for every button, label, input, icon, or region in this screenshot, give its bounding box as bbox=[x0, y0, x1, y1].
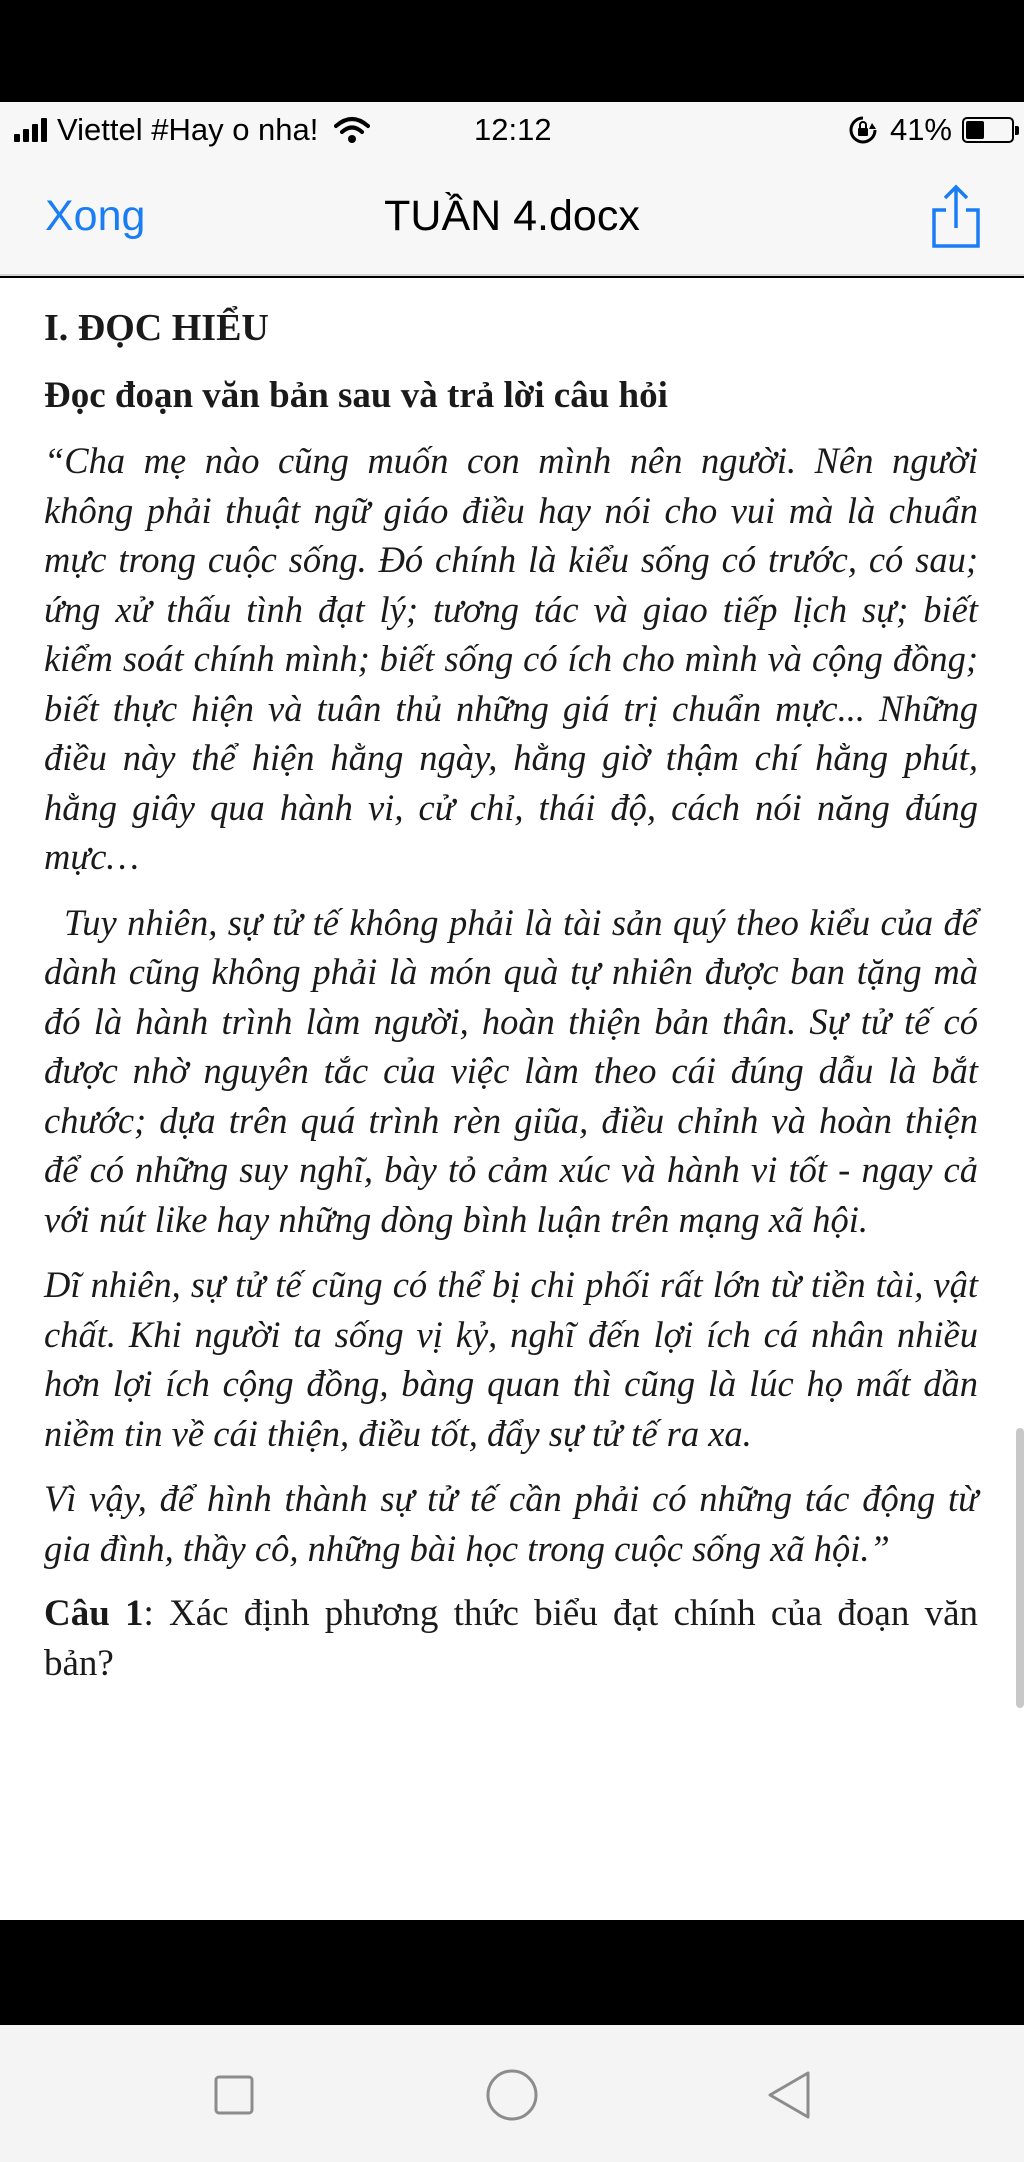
signal-strength-icon bbox=[14, 118, 47, 142]
share-icon[interactable] bbox=[928, 184, 984, 250]
carrier-name: Viettel #Hay o nha! bbox=[57, 112, 319, 147]
done-button[interactable]: Xong bbox=[45, 192, 146, 240]
rotation-lock-icon bbox=[848, 115, 878, 145]
document-viewer[interactable] bbox=[0, 278, 1024, 1920]
section-heading: I. ĐỌC HIỂU bbox=[44, 307, 269, 349]
wifi-icon bbox=[334, 116, 370, 144]
passage-paragraph-1: “Cha mẹ nào cũng muốn con mình nên người. Nên người không phải thuật ngữ giáo điều hay nói cho vui mà là chuẩn mực trong cuộc sống. Đó chính là kiểu sống có trước, có sau; ứng xử thấu tình đạt lý; tương tác và giao tiếp lịch sự; biết kiểm soát chính mình; biết sống có ích cho mình và cộng đồng; biết thực hiện và tuân thủ những giá trị chuẩn mực... Những điều này thể hiện hằng ngày, hằng giờ thậm chí hằng phút, hằng giây qua hành vi, cử chỉ, thái độ, cách nói năng đúng mực… bbox=[44, 440, 978, 877]
scrollbar[interactable] bbox=[1016, 1428, 1024, 1708]
battery-percent: 41% bbox=[889, 112, 952, 147]
instruction-heading: Đọc đoạn văn bản sau và trả lời câu hỏi bbox=[44, 375, 668, 416]
document-content bbox=[44, 300, 978, 1689]
question-1-label: Câu 1 bbox=[44, 1593, 144, 1634]
passage-paragraph-3: Dĩ nhiên, sự tử tế cũng có thể bị chi phối rất lớn từ tiền tài, vật chất. Khi người ta sống vị kỷ, nghĩ đến lợi ích cá nhân nhiều hơn lợi ích cộng đồng, bàng quan thì cũng là lúc họ mất dần niềm tin về cái thiện, điều tốt, đẩy sự tử tế ra xa. bbox=[44, 1264, 978, 1454]
question-1-text: : Xác định phương thức biểu đạt chính của đoạn văn bản? bbox=[44, 1593, 978, 1684]
document-title: TUẦN 4.docx bbox=[384, 192, 640, 240]
battery-level-fill bbox=[966, 121, 984, 139]
top-black-band bbox=[0, 0, 1024, 102]
navigation-bar bbox=[0, 160, 1024, 276]
recent-apps-icon[interactable] bbox=[206, 2067, 262, 2123]
system-navigation-bar bbox=[0, 2025, 1024, 2162]
battery-icon bbox=[962, 117, 1014, 143]
back-icon[interactable] bbox=[762, 2067, 818, 2123]
carrier-group bbox=[14, 112, 370, 148]
clock-time: 12:12 bbox=[474, 112, 552, 147]
question-1 bbox=[44, 1589, 978, 1689]
passage-paragraph-4: Vì vậy, để hình thành sự tử tế cần phải có những tác động từ gia đình, thầy cô, những bài học trong cuộc sống xã hội.” bbox=[44, 1478, 978, 1569]
passage-paragraph-2: Tuy nhiên, sự tử tế không phải là tài sản quý theo kiểu của để dành cũng không phải là món quà tự nhiên được ban tặng mà đó là hành trình làm người, hoàn thiện bản thân. Sự tử tế có được nhờ nguyên tắc của việc làm theo cái đúng dẫu là bắt chước; dựa trên quá trình rèn giũa, điều chỉnh và hoàn thiện để có những suy nghĩ, bày tỏ cảm xúc và hành vi tốt - ngay cả với nút like hay những dòng bình luận trên mạng xã hội. bbox=[44, 901, 978, 1240]
status-right-group bbox=[848, 112, 1014, 148]
home-icon[interactable] bbox=[484, 2067, 540, 2123]
status-bar bbox=[0, 102, 1024, 160]
bottom-black-band bbox=[0, 1920, 1024, 2025]
